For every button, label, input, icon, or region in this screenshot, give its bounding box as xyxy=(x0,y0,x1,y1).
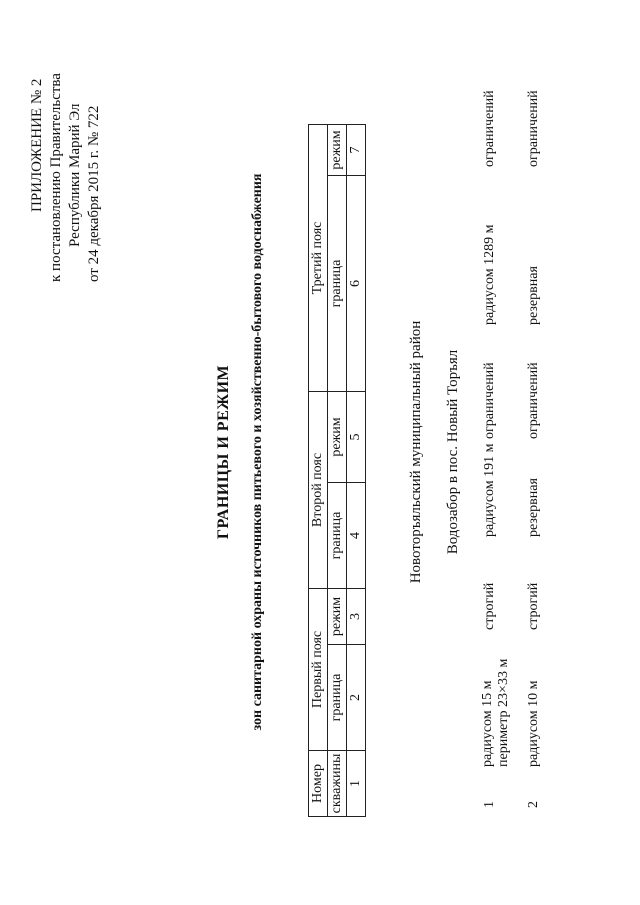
document-subtitle: зон санитарной охраны источников питьевого и хозяйственно-бытового водоснабжения xyxy=(250,173,265,731)
appendix-line-3: Республики Марий Эл xyxy=(67,103,83,247)
row1-zone1-boundary-line1: радиусом 15 м xyxy=(480,680,495,767)
zone1-boundary-header: граница xyxy=(328,645,347,751)
row2-zone1-boundary: радиусом 10 м xyxy=(526,680,541,767)
zone2-regime-header: режим xyxy=(328,392,347,483)
row1-zone1-regime: строгий xyxy=(482,582,497,630)
col-number-subheader: скважины xyxy=(328,751,347,817)
appendix-title: ПРИЛОЖЕНИЕ № 2 xyxy=(29,78,45,212)
district-heading: Новоторъяльский муниципальный район xyxy=(408,320,424,584)
col-number-header xyxy=(309,751,328,817)
zone3-regime-header: режим xyxy=(328,125,347,176)
header-table xyxy=(308,124,366,817)
column-number-2: 2 xyxy=(347,645,366,751)
row2-zone2-boundary: резервная xyxy=(526,478,541,537)
row2-number: 2 xyxy=(526,801,541,808)
zone3-boundary-header: граница xyxy=(328,176,347,392)
vodozabor-heading: Водозабор в пос. Новый Торъял xyxy=(445,349,461,555)
row1-zone3-regime: ограничений xyxy=(482,90,497,167)
appendix-block xyxy=(28,73,104,282)
row2-zone2-regime: ограничений xyxy=(526,362,541,439)
column-number-4: 4 xyxy=(347,483,366,589)
row1-zone2-boundary: радиусом 191 м xyxy=(482,443,497,537)
column-number-1: 1 xyxy=(347,751,366,817)
zone1-regime-header: режим xyxy=(328,589,347,645)
row2-zone1-regime: строгий xyxy=(526,582,541,630)
row2-zone3-boundary: резервная xyxy=(526,266,541,325)
document-title: ГРАНИЦЫ И РЕЖИМ xyxy=(215,364,232,540)
row1-zone1-boundary xyxy=(480,659,512,767)
row1-zone3-boundary: радиусом 1289 м xyxy=(482,224,497,325)
row1-number: 1 xyxy=(482,801,497,808)
zone1-header: Первый пояс xyxy=(309,589,328,751)
column-number-5: 5 xyxy=(347,392,366,483)
col-number-label: Номер xyxy=(310,764,325,803)
row1-zone2-regime: ограничений xyxy=(482,362,497,439)
column-number-6: 6 xyxy=(347,176,366,392)
zone2-boundary-header: граница xyxy=(328,483,347,589)
column-number-3: 3 xyxy=(347,589,366,645)
row1-zone1-boundary-line2: периметр 23×33 м xyxy=(496,658,511,767)
zone3-header: Третий пояс xyxy=(309,125,328,392)
rotated-page xyxy=(20,12,620,892)
appendix-date: от 24 декабря 2015 г. № 722 xyxy=(86,105,102,282)
column-number-7: 7 xyxy=(347,125,366,176)
row2-zone3-regime: ограничений xyxy=(526,90,541,167)
zone2-header: Второй пояс xyxy=(309,392,328,589)
appendix-line-2: к постановлению Правительства xyxy=(48,73,64,282)
